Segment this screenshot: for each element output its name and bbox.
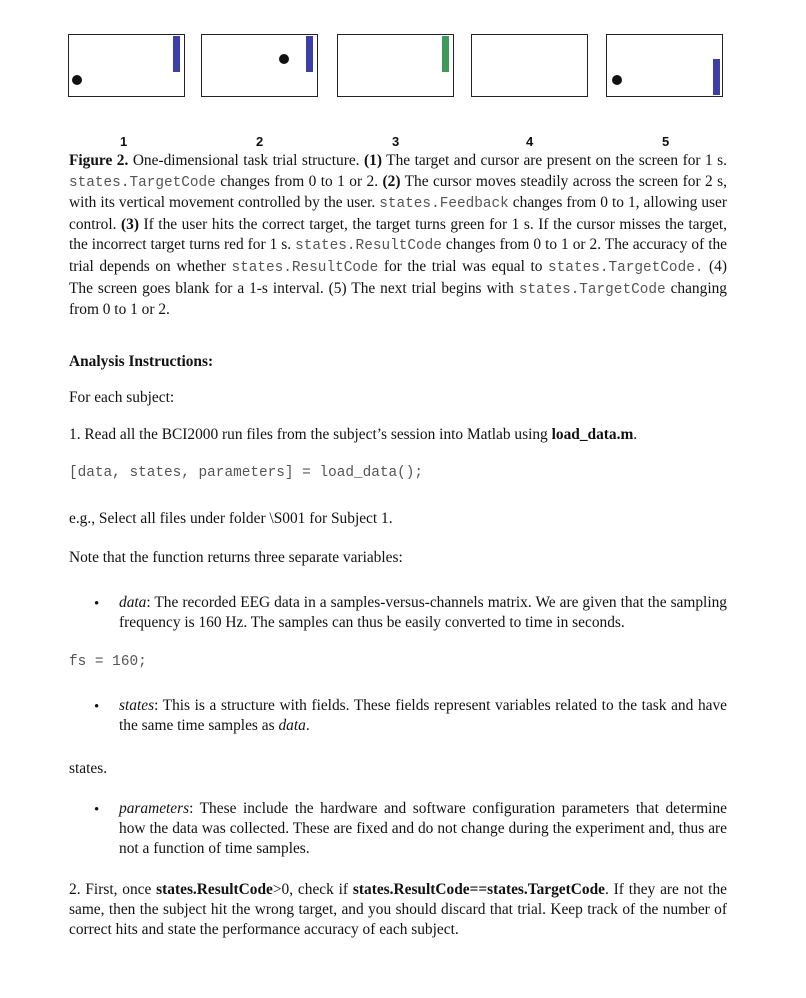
target-bar-green	[442, 36, 449, 72]
trial-structure-figure	[68, 34, 728, 100]
panel-label-5: 5	[662, 134, 670, 149]
bullet-marker: •	[94, 802, 100, 818]
panel-label-4: 4	[526, 134, 534, 149]
panel-label-1: 1	[120, 134, 128, 149]
panel-3	[337, 34, 454, 97]
figure-caption: Figure 2. One-dimensional task trial structure. (1) The target and cursor are present on the screen for 1 s. states.TargetCode changes from 0 to 1 or 2. (2) The cursor moves steadily across the screen for 2 s, with its vertical movement controlled by the user. states.Feedback changes from 0 to 1, allowing user control. (3) If the user hits the correct target, the target turns green for 1 s. If the cursor misses the target, the incorrect target turns red for 1 s. states.ResultCode changes from 0 to 1 or 2. The accuracy of the trial depends on whether states.ResultCode for the trial was equal to states.TargetCode. (4) The screen goes blank for a 1-s interval. (5) The next trial begins with states.TargetCode changing from 0 to 1 or 2.	[69, 152, 727, 319]
bullet-marker: •	[94, 699, 100, 715]
bullet-parameters: parameters: These include the hardware and software configuration parameters that determine how the data was collected. These are fixed and do not change during the experiment and, thus are not a function of time samples.	[119, 800, 727, 857]
states-line: states.	[69, 760, 108, 777]
example-note: e.g., Select all files under folder \S001 for Subject 1.	[69, 510, 393, 527]
panel-2	[201, 34, 318, 97]
step-1: 1. Read all the BCI2000 run files from the subject’s session into Matlab using load_data.m.	[69, 426, 638, 443]
step-2: 2. First, once states.ResultCode>0, check if states.ResultCode==states.TargetCode. If they are not the same, then the subject hit the wrong target, and you should discard that trial. Keep track of the number of correct hits and state the performance accuracy of each subject.	[69, 881, 727, 938]
cursor-dot	[72, 75, 82, 85]
bullet-data: data: The recorded EEG data in a samples-versus-channels matrix. We are given that the sampling frequency is 160 Hz. The samples can thus be easily converted to time in seconds.	[119, 594, 727, 631]
panel-5	[606, 34, 723, 97]
code-fs: fs = 160;	[69, 654, 147, 670]
target-bar	[173, 36, 180, 72]
code-load-data: [data, states, parameters] = load_data();	[69, 465, 424, 481]
panel-label-3: 3	[392, 134, 400, 149]
cursor-dot	[612, 75, 622, 85]
target-bar	[306, 36, 313, 72]
analysis-heading: Analysis Instructions:	[69, 353, 214, 370]
bullet-marker: •	[94, 596, 100, 612]
for-each-subject: For each subject:	[69, 389, 175, 406]
panel-label-2: 2	[256, 134, 264, 149]
caption-label: Figure 2.	[69, 152, 129, 169]
cursor-dot	[279, 54, 289, 64]
bullet-states: states: This is a structure with fields. These fields represent variables related to the task and have the same time samples as data.	[119, 697, 727, 734]
panel-1	[68, 34, 185, 97]
panel-4	[471, 34, 588, 97]
target-bar	[713, 59, 720, 95]
variables-note: Note that the function returns three separate variables:	[69, 549, 403, 566]
